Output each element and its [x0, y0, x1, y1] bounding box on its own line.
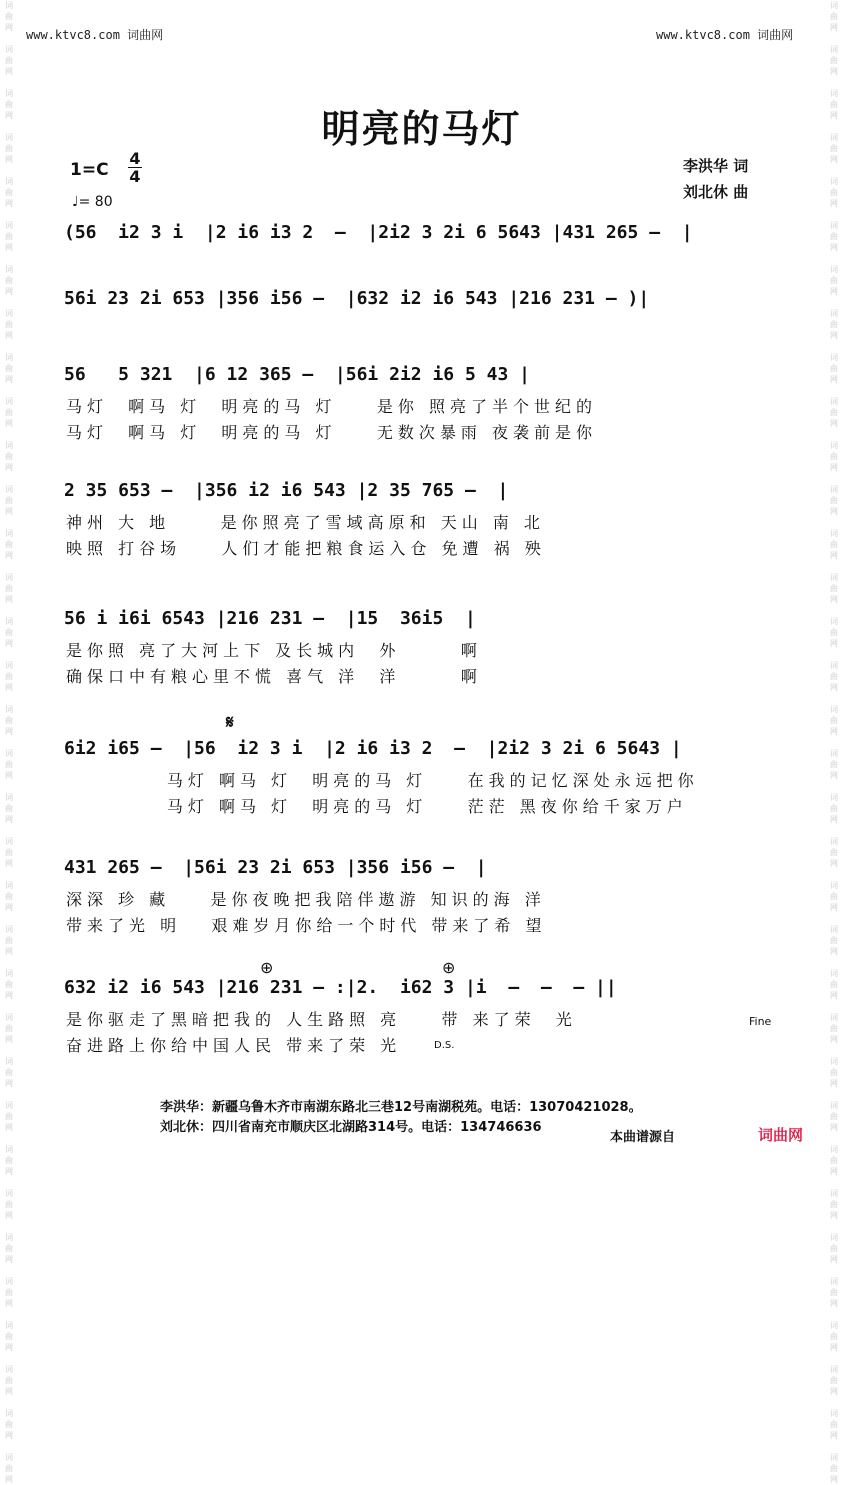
- lyric-line-6-1: 马灯 啊马 灯 明亮的马 灯 在我的记忆深处永远把你: [66, 771, 699, 790]
- notation-row-6: 6i2 i65 – |56 i2 3 i |2 i6 i3 2 – |2i2 3 2i 6 5643 |: [64, 738, 682, 759]
- lyricist: 李洪华 词: [683, 157, 749, 175]
- lyric-line-7-2: 带来了光 明 艰难岁月你给一个时代 带来了希 望: [66, 916, 547, 935]
- site-watermark-right: www.ktvc8.com 词曲网: [656, 28, 794, 42]
- lyric-line-5-1: 是你照 亮了大河上下 及长城内 外 啊: [66, 641, 482, 660]
- notation-row-4: 2 35 653 – |356 i2 i6 543 |2 35 765 – |: [64, 480, 509, 501]
- left-watermark: 词 曲 网 词 曲 网 词 曲 网 词 曲 网 词 曲 网 词 曲 网 词 曲 网 词 曲 网 词 曲 网 词 曲 网 词 曲 网 词 曲 网 词 曲 网 词 曲 网 词 曲 网 词 曲 网 词 曲 网 词 曲 网 词 曲 网 词 曲 网 词 曲 网 词 曲 网 词 曲 网 词 曲 网 词 曲 网 词 曲 网 词 曲 网 词 曲 网 词 曲 网 词 曲 网 词 曲 网 词 曲 网 词 曲 网 词 曲 网: [5, 1, 13, 1484]
- time-top: 4: [129, 149, 141, 168]
- notation-row-2: 56i 23 2i 653 |356 i56 – |632 i2 i6 543 |216 231 – )|: [64, 288, 650, 309]
- footer-line-1: 李洪华：新疆乌鲁木齐市南湖东路北三巷12号南湖税苑。电话：13070421028。: [160, 1100, 642, 1115]
- notation-row-7: 431 265 – |56i 23 2i 653 |356 i56 – |: [64, 857, 487, 878]
- segno-mark: 𝄋: [226, 712, 234, 733]
- lyric-line-8-1: 是你驱走了黑暗把我的 人生路照 亮 带 来了荣 光: [66, 1010, 577, 1029]
- coda-mark-2: ⊕: [442, 958, 456, 977]
- lyric-line-8-2: 奋进路上你给中国人民 带来了荣 光: [66, 1036, 402, 1055]
- notation-row-5: 56 i i6i 6543 |216 231 – |15 36i5 |: [64, 608, 476, 629]
- site-logo[interactable]: 词曲网: [758, 1126, 804, 1144]
- ds-mark: D.S.: [434, 1040, 455, 1051]
- site-watermark-left: www.ktvc8.com 词曲网: [26, 28, 164, 42]
- lyric-line-3-2: 马灯 啊马 灯 明亮的马 灯 无数次暴雨 夜袭前是你: [66, 423, 597, 442]
- composer: 刘北休 曲: [683, 183, 749, 201]
- fine-mark: Fine: [749, 1015, 772, 1028]
- notation-row-8: 632 i2 i6 543 |216 231 – :|2. i62 3 |i – – – ||: [64, 977, 617, 998]
- song-title: 明亮的马灯: [321, 107, 522, 151]
- right-watermark: 词 曲 网 词 曲 网 词 曲 网 词 曲 网 词 曲 网 词 曲 网 词 曲 网 词 曲 网 词 曲 网 词 曲 网 词 曲 网 词 曲 网 词 曲 网 词 曲 网 词 曲 网 词 曲 网 词 曲 网 词 曲 网 词 曲 网 词 曲 网 词 曲 网 词 曲 网 词 曲 网 词 曲 网 词 曲 网 词 曲 网 词 曲 网 词 曲 网 词 曲 网 词 曲 网 词 曲 网 词 曲 网 词 曲 网 词 曲 网: [830, 1, 838, 1484]
- lyric-line-4-2: 映照 打谷场 人们才能把粮食运入仓 免遭 祸 殃: [66, 539, 546, 558]
- footer-line-2: 刘北休：四川省南充市顺庆区北湖路314号。电话：134746636: [160, 1120, 542, 1135]
- tempo-mark: [72, 194, 113, 210]
- lyric-line-4-1: 神州 大 地 是你照亮了雪域高原和 天山 南 北: [66, 513, 545, 532]
- time-signature: [128, 150, 142, 185]
- notation-row-1: (56 i2 3 i |2 i6 i3 2 – |2i2 3 2i 6 5643 |431 265 – |: [64, 222, 693, 243]
- coda-mark-1: ⊕: [260, 958, 274, 977]
- notation-row-3: 56 5 321 |6 12 365 – |56i 2i2 i6 5 43 |: [64, 364, 530, 385]
- time-bottom: 4: [129, 167, 141, 186]
- quarter-note-icon: ♩: [72, 194, 79, 210]
- key-signature: 1=C: [70, 160, 109, 180]
- credits: [683, 153, 748, 205]
- lyric-line-5-2: 确保口中有粮心里不慌 喜气 洋 洋 啊: [66, 667, 482, 686]
- lyric-line-6-2: 马灯 啊马 灯 明亮的马 灯 茫茫 黑夜你给千家万户: [66, 797, 688, 816]
- tempo-value: = 80: [78, 194, 113, 210]
- source-note: 本曲谱源自: [610, 1130, 676, 1145]
- lyric-line-7-1: 深深 珍 藏 是你夜晚把我陪伴遨游 知识的海 洋: [66, 890, 546, 909]
- lyric-line-3-1: 马灯 啊马 灯 明亮的马 灯 是你 照亮了半个世纪的: [66, 397, 597, 416]
